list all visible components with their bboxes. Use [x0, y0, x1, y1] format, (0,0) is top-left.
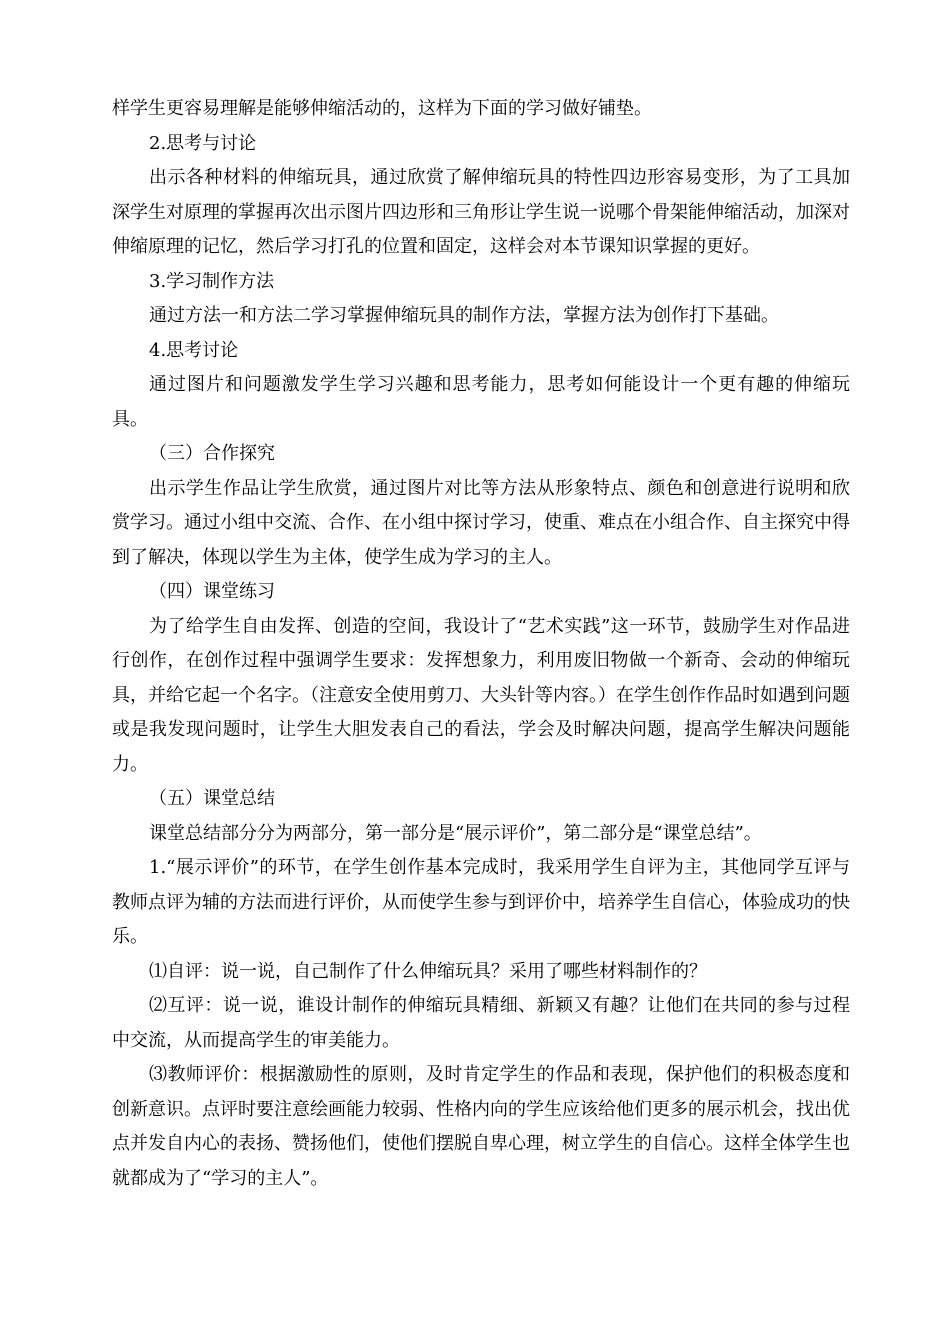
paragraph: 为了给学生自由发挥、创造的空间，我设计了“艺术实践”这一环节，鼓励学生对作品进行创作，在创作过程中强调学生要求：发挥想象力，利用废旧物做一个新奇、会动的伸缩玩具，并给它起一个名字。（注意安全使用剪刀、大头针等内容。）在学生创作作品时如遇到问题或是我发现问题时，让学生大胆发表自己的看法，学会及时解决问题，提高学生解决问题能力。 — [112, 615, 850, 775]
section-heading: 3.学习制作方法 — [149, 270, 275, 292]
section-heading: （三）合作探究 — [149, 443, 275, 464]
paragraph: 出示各种材料的伸缩玩具，通过欣赏了解伸缩玩具的特性四边形容易变形，为了工具加深学生对原理的掌握再次出示图片四边形和三角形让学生说一说哪个骨架能伸缩活动，加深对伸缩原理的记忆，然后学习打孔的位置和固定，这样会对本节课知识掌握的更好。 — [112, 167, 850, 257]
paragraph: 出示学生作品让学生欣赏，通过图片对比等方法从形象特点、颜色和创意进行说明和欣赏学习。通过小组中交流、合作、在小组中探讨学习，使重、难点在小组合作、自主探究中得到了解决，体现以学生为主体，使学生成为学习的主人。 — [112, 477, 850, 568]
paragraph: 样学生更容易理解是能够伸缩活动的，这样为下面的学习做好铺垫。 — [112, 98, 652, 119]
list-item: ⑶教师评价：根据激励性的原则，及时肯定学生的作品和表现，保护他们的积极态度和创新意识。点评时要注意绘画能力较弱、性格内向的学生应该给他们更多的展示机会，找出优点并发自内心的表扬、赞扬他们，使他们摆脱自卑心理，树立学生的自信心。这样全体学生也就都成为了“学习的主人”。 — [112, 1064, 850, 1189]
paragraph: 1.“展示评价”的环节，在学生创作基本完成时，我采用学生自评为主，其他同学互评与教师点评为辅的方法而进行评价，从而使学生参与到评价中，培养学生自信心，体验成功的快乐。 — [112, 857, 850, 947]
paragraph: 课堂总结部分分为两部分，第一部分是“展示评价”，第二部分是“课堂总结”。 — [149, 822, 762, 844]
section-heading: 2.思考与讨论 — [149, 132, 257, 154]
paragraph: 通过方法一和方法二学习掌握伸缩玩具的制作方法，掌握方法为创作打下基础。 — [149, 305, 779, 326]
document-body — [112, 92, 850, 1196]
list-item: ⑵互评：说一说，谁设计制作的伸缩玩具精细、新颖又有趣？让他们在共同的参与过程中交流，从而提高学生的审美能力。 — [112, 995, 850, 1051]
section-heading: 4.思考讨论 — [149, 339, 239, 361]
section-heading: （五）课堂总结 — [149, 788, 275, 809]
paragraph: 通过图片和问题激发学生学习兴趣和思考能力，思考如何能设计一个更有趣的伸缩玩具。 — [112, 374, 850, 430]
section-heading: （四）课堂练习 — [149, 581, 275, 602]
list-item: ⑴自评：说一说，自己制作了什么伸缩玩具？采用了哪些材料制作的？ — [149, 960, 707, 982]
